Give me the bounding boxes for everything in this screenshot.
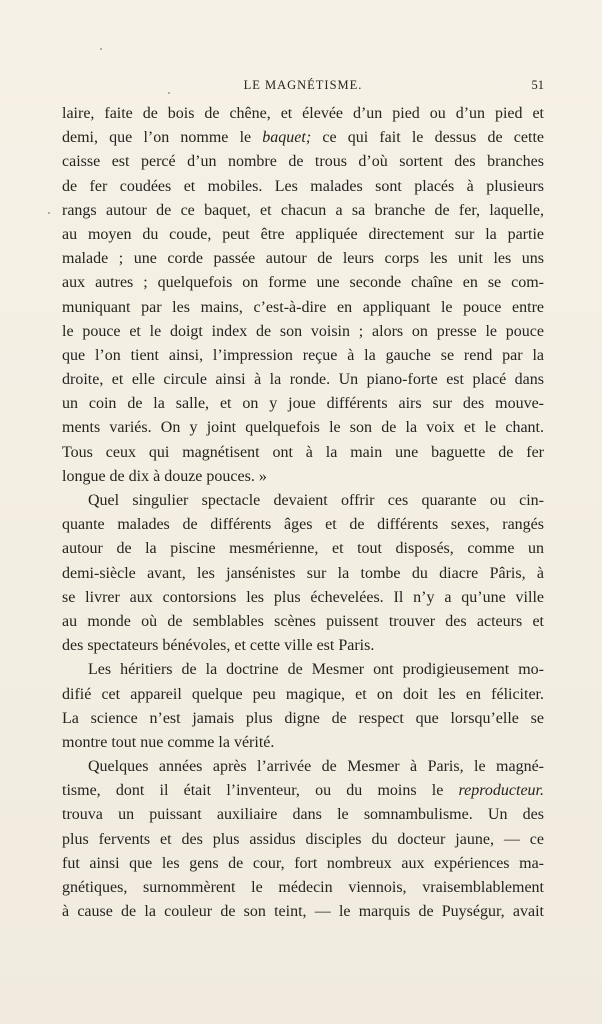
text-line: Tous ceux qui magnétisent ont à la main une baguette de fer bbox=[62, 443, 544, 461]
text-line: que l’on tient ainsi, l’impression reçue à la gauche se rend par la bbox=[62, 346, 544, 364]
text-line: fut ainsi que les gens de cour, fort nombreux aux expériences ma- bbox=[62, 854, 544, 872]
text-line: autour de la piscine mesmérienne, et tout disposés, comme un bbox=[62, 540, 544, 558]
italic-term: reproducteur. bbox=[458, 782, 544, 800]
text-line: tisme, dont il était l’inventeur, ou du moins le reproducteur. bbox=[62, 782, 544, 800]
text-line: se livrer aux contorsions les plus échevelées. Il n’y a qu’une ville bbox=[62, 588, 544, 606]
text-line: montre tout nue comme la vérité. bbox=[62, 733, 275, 751]
text-line: difié cet appareil quelque peu magique, et on doit les en féliciter. bbox=[62, 685, 544, 703]
text-line: longue de dix à douze pouces. » bbox=[62, 467, 267, 485]
text-line: aux autres ; quelquefois on forme une seconde chaîne en se com- bbox=[62, 274, 544, 292]
text-line: trouva un puissant auxiliaire dans le somnambulisme. Un des bbox=[62, 806, 544, 824]
text-line: Les héritiers de la doctrine de Mesmer ont prodigieusement mo- bbox=[88, 661, 544, 679]
text-line: ments variés. On y joint quelquefois le son de la voix et le chant. bbox=[62, 419, 544, 437]
text-line: La science n’est jamais plus digne de respect que lorsqu’elle se bbox=[62, 709, 544, 727]
body-text bbox=[62, 102, 544, 924]
text-line: à cause de la couleur de son teint, — le marquis de Puységur, avait bbox=[62, 903, 544, 921]
running-title: LE MAGNÉTISME. bbox=[243, 78, 363, 92]
text-line: plus fervents et des plus assidus disciples du docteur jaune, — ce bbox=[62, 830, 544, 848]
running-header bbox=[62, 78, 544, 96]
text-line: laire, faite de bois de chêne, et élevée d’un pied ou d’un pied et bbox=[62, 105, 544, 122]
text-line: muniquant par les mains, c’est-à-dire en appliquant le pouce entre bbox=[62, 298, 544, 316]
text-line: malade ; une corde passée autour de leurs corps les unit les uns bbox=[62, 250, 544, 268]
text-line: Quelques années après l’arrivée de Mesmer à Paris, le magné- bbox=[88, 758, 544, 776]
text-line: Quel singulier spectacle devaient offrir ces quarante ou cin- bbox=[88, 492, 544, 509]
text-line: caisse est percé d’un nombre de trous d’où sortent des branches bbox=[62, 153, 544, 171]
text-line: de fer coudées et mobiles. Les malades sont placés à plusieurs bbox=[62, 177, 544, 195]
text-line: gnétiques, surnommèrent le médecin viennois, vraisemblablement bbox=[62, 879, 544, 896]
text-line: rangs autour de ce baquet, et chacun a sa branche de fer, laquelle, bbox=[62, 201, 544, 219]
paper-speck bbox=[100, 48, 102, 50]
paper-speck bbox=[48, 212, 50, 214]
text-line: demi, que l’on nomme le baquet; ce qui fait le dessus de cette bbox=[62, 129, 544, 147]
text-line: droite, et elle circule ainsi à la ronde. Un piano-forte est placé dans bbox=[62, 371, 544, 389]
text-line: au monde où de semblables scènes puissent trouver des acteurs et bbox=[62, 612, 544, 630]
italic-term: baquet; bbox=[262, 129, 312, 147]
text-line: un coin de la salle, et on y joue différents airs sur des mouve- bbox=[62, 395, 544, 413]
text-line: des spectateurs bénévoles, et cette ville est Paris. bbox=[62, 637, 375, 655]
text-line: demi-siècle avant, les jansénistes sur la tombe du diacre Pâris, à bbox=[62, 564, 544, 582]
text-line: le pouce et le doigt index de son voisin ; alors on presse le pouce bbox=[62, 322, 544, 340]
text-line: au moyen du coude, peut être appliquée directement sur la partie bbox=[62, 225, 544, 243]
page-number: 51 bbox=[531, 78, 544, 92]
text-line: quante malades de différents âges et de différents sexes, rangés bbox=[62, 516, 544, 534]
